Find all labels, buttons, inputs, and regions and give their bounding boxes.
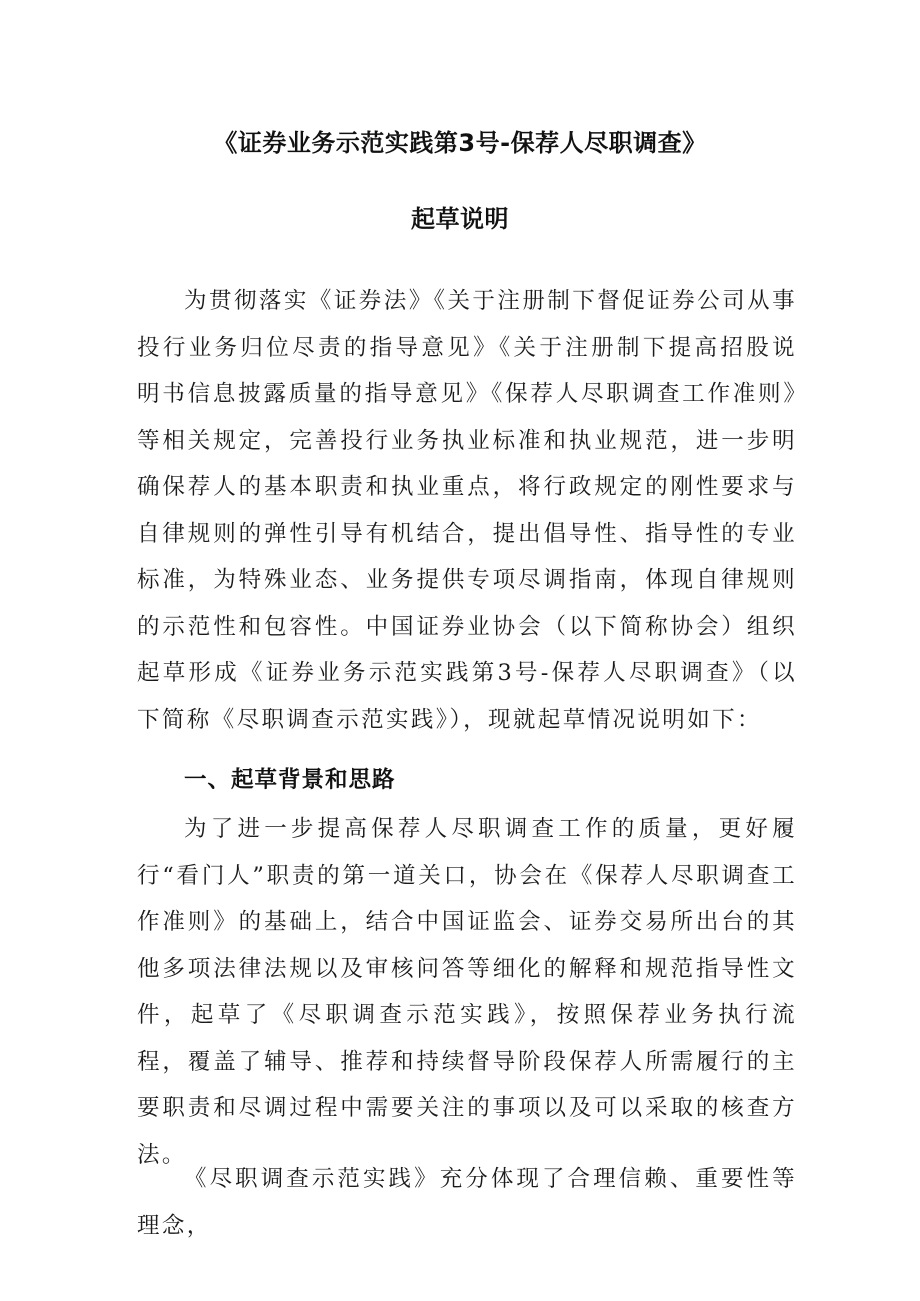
body-paragraph-continued: 《尽职调查示范实践》充分体现了合理信赖、重要性等理念， bbox=[137, 1166, 797, 1239]
section-heading: 一、起草背景和思路 bbox=[184, 767, 396, 793]
body-paragraph: 为了进一步提高保荐人尽职调查工作的质量，更好履行“看门人”职责的第一道关口，协会在《保荐人尽职调查工作准则》的基础上，结合中国证监会、证券交易所出台的其他多项法律法规以及审核问答等细化的解释和规范指导性文件，起草了《尽职调查示范实践》，按照保荐业务执行流程，覆盖了辅导、推荐和持续督导阶段保荐人所需履行的主要职责和尽调过程中需要关注的事项以及可以采取的核查方法。 bbox=[137, 816, 797, 1168]
intro-paragraph: 为贯彻落实《证券法》《关于注册制下督促证券公司从事投行业务归位尽责的指导意见》《关于注册制下提高招股说明书信息披露质量的指导意见》《保荐人尽职调查工作准则》等相关规定，完善投行业务执业标准和执业规范，进一步明确保荐人的基本职责和执业重点，将行政规定的刚性要求与自律规则的弹性引导有机结合，提出倡导性、指导性的专业标准，为特殊业态、业务提供专项尽调指南，体现自律规则的示范性和包容性。中国证券业协会（以下简称协会）组织起草形成《证券业务示范实践第3号-保荐人尽职调查》（以下简称《尽职调查示范实践》），现就起草情况说明如下： bbox=[137, 288, 797, 733]
document-title: 《证券业务示范实践第3号-保荐人尽职调查》 bbox=[213, 129, 707, 157]
document-subtitle: 起草说明 bbox=[411, 205, 509, 233]
